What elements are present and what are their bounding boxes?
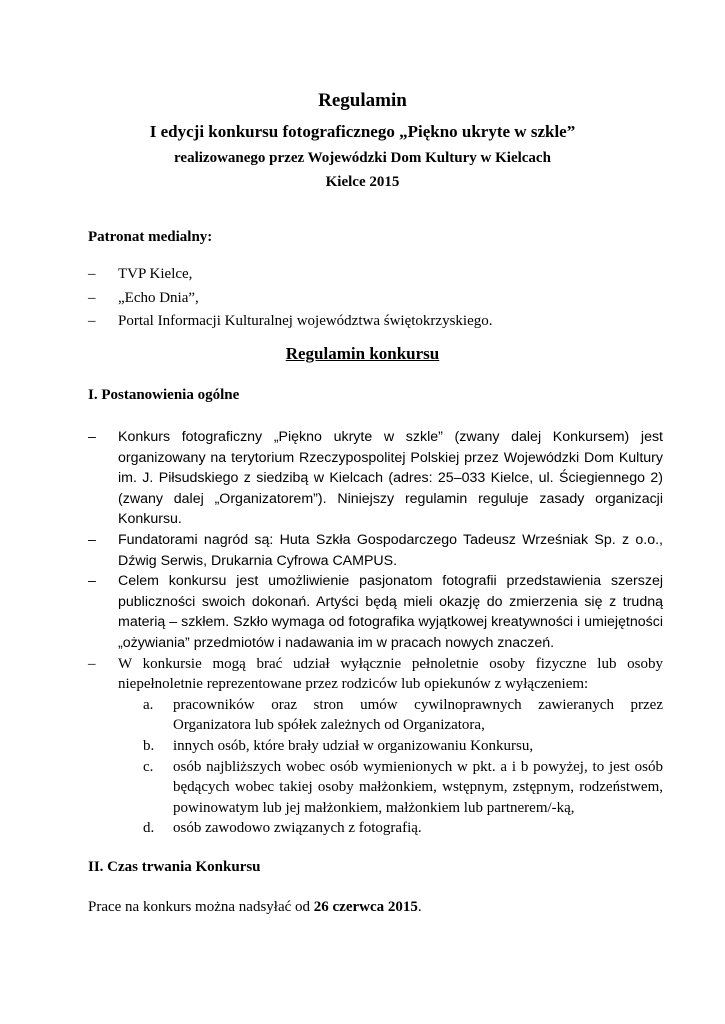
media-item: – Portal Informacji Kulturalnej województwa świętokrzyskiego. — [88, 310, 663, 334]
section1-list — [88, 427, 663, 839]
rules-title: Regulamin konkursu — [285, 344, 440, 363]
dash-bullet: – — [88, 313, 96, 329]
section1-item: – Konkurs fotograficzny „Piękno ukryte w szkle” (zwany dalej Konkursem) jest organizowany na terytorium Rzeczypospolitej Polskiej przez Wojewódzki Dom Kultury im. J. Piłsudskiego z siedzibą w Kielcach (adres: 25–033 Kielce, ul. Ściegiennego 2) (zwany dalej „Organizatorem”). Niniejszy regulamin reguluje zasady organizacji Konkursu. — [88, 429, 663, 528]
section1-item: – Fundatorami nagród są: Huta Szkła Gospodarczego Tadeusz Wrześniak Sp. z o.o., Dźwig Serwis, Drukarnia Cyfrowa CAMPUS. — [88, 531, 663, 569]
dash-bullet: – — [88, 573, 96, 590]
media-heading: Patronat medialny: — [88, 229, 213, 245]
exclusion-item: c. osób najbliższych wobec osób wymienionych w pkt. a i b powyżej, to jest osób będących wobec takiej osoby małżonkiem, wstępnym, zstępnym, rodzeństwem, powinowatym lub jej małżonkiem, małżonkiem lub partnerem/-ką, — [143, 758, 663, 816]
media-list — [88, 263, 663, 334]
section1-heading: I. Postanowienia ogólne — [88, 387, 240, 403]
doc-subtitle: I edycji konkursu fotograficznego „Piękno ukryte w szkle” — [149, 122, 576, 141]
organizer-line: realizowanego przez Wojewódzki Dom Kultury w Kielcach — [174, 150, 551, 166]
section2-heading: II. Czas trwania Konkursu — [88, 859, 261, 875]
dash-bullet: – — [88, 289, 96, 306]
doc-title: Regulamin — [318, 90, 407, 111]
exclusion-item: b. innych osób, które brały udział w organizowaniu Konkursu, — [143, 737, 534, 754]
media-item: – TVP Kielce, — [88, 263, 663, 287]
dash-bullet: – — [88, 429, 96, 445]
section1-item: – W konkursie mogą brać udział wyłącznie pełnoletnie osoby fizyczne lub osoby niepełnoletnie reprezentowane przez rodziców lub opiekunów z wyłączeniem: a. pracowników oraz stron umów cywilnoprawnych zawieranych przez Organizatora lub spółek zależnych od Organizatora, b. innych osób, które brały udział w organizowaniu Konkursu, c. osób najbliższych wobec osób wymienionych w pkt. a i b powyżej, to jest osób będących wobec takiej osoby małżonkiem, wstępnym, zstępnym, rodzeństwem, powinowatym lub jej małżonkiem, małżonkiem lub partnerem/-ką, d. osób zawodowo związanych z fotografią. — [88, 654, 663, 839]
exclusions-list — [118, 695, 663, 839]
dash-bullet: – — [88, 531, 96, 548]
media-item: – „Echo Dnia”, — [88, 287, 663, 311]
place-year: Kielce 2015 — [325, 174, 400, 190]
section2-text: Prace na konkurs można nadsyłać od 26 czerwca 2015. — [88, 899, 422, 915]
section1-item: – Celem konkursu jest umożliwienie pasjonatom fotografii przedstawienia szerszej publiczności swoich dokonań. Artyści będą mieli okazję do zmierzenia się z trudną materią – szkłem. Szkło wymaga od fotografika wyjątkowej kreatywności i umiejętności „ożywiania” przedmiotów i nadawania im w pracach nowych znaczeń. — [88, 573, 663, 651]
dash-bullet: – — [88, 655, 96, 672]
start-date: 26 czerwca 2015 — [313, 899, 418, 915]
exclusion-item: a. pracowników oraz stron umów cywilnoprawnych zawieranych przez Organizatora lub spółek zależnych od Organizatora, — [143, 696, 663, 734]
dash-bullet: – — [88, 266, 96, 282]
exclusion-item: d. osób zawodowo związanych z fotografią. — [143, 820, 422, 837]
